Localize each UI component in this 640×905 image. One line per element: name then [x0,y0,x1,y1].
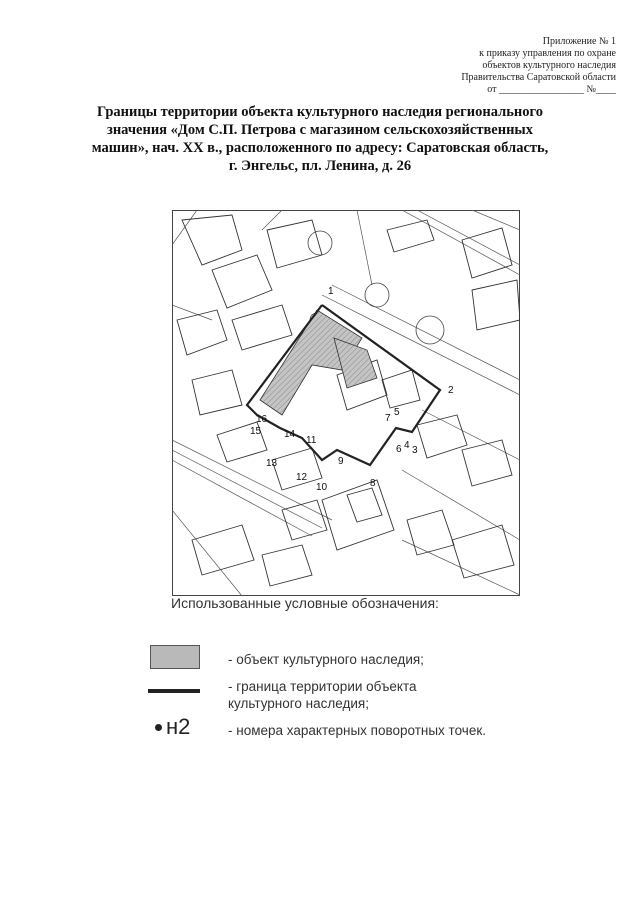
appendix-line-3: объектов культурного наследия [482,60,616,71]
document-title [90,103,550,175]
point-label-8: 8 [370,478,376,489]
point-label-12: 12 [296,472,308,483]
appendix-line-2: к приказу управления по охране [479,48,616,59]
point-label-16: 16 [256,414,268,425]
title-line-1: Границы территории объекта культурного наследия регионального [97,104,543,120]
point-label-4: 4 [404,440,410,451]
point-label-5: 5 [394,407,400,418]
map-frame [173,211,520,596]
point-label-9: 9 [338,456,344,467]
point-label-10: 10 [316,482,328,493]
point-label-1: 1 [328,286,334,297]
point-label-11: 11 [306,435,317,446]
legend-point-dot [155,724,162,731]
point-label-14: 14 [284,429,296,440]
point-label-15: 15 [250,426,262,437]
legend-point-symbol [152,715,212,741]
legend-point-label: н2 [166,714,191,739]
point-label-3: 3 [412,445,418,456]
title-line-2: значения «Дом С.П. Петрова с магазином сельскохозяйственных [107,122,533,138]
legend-object-text: - объект культурного наследия; [228,652,424,667]
legend-heading: Использованные условные обозначения: [171,595,439,611]
legend-border-text: - граница территории объекта культурного наследия; [228,679,417,711]
legend-point-text: - номера характерных поворотных точек. [228,723,487,738]
title-line-3: машин», нач. XX в., расположенного по адресу: Саратовская область, [91,140,549,156]
legend-border-swatch [148,689,200,693]
appendix-line-1: Приложение № 1 [542,36,616,47]
appendix-line-4: Правительства Саратовской области [461,72,616,83]
appendix-header [386,36,616,96]
point-label-13: 13 [266,458,278,469]
point-label-6: 6 [396,444,402,455]
appendix-line-5: от _________________ №____ [487,84,616,95]
point-label-2: 2 [448,385,454,396]
title-line-4: г. Энгельс, пл. Ленина, д. 26 [228,158,412,174]
point-label-7: 7 [385,413,391,424]
legend-object-swatch [150,645,200,669]
site-plan-map [172,210,520,596]
